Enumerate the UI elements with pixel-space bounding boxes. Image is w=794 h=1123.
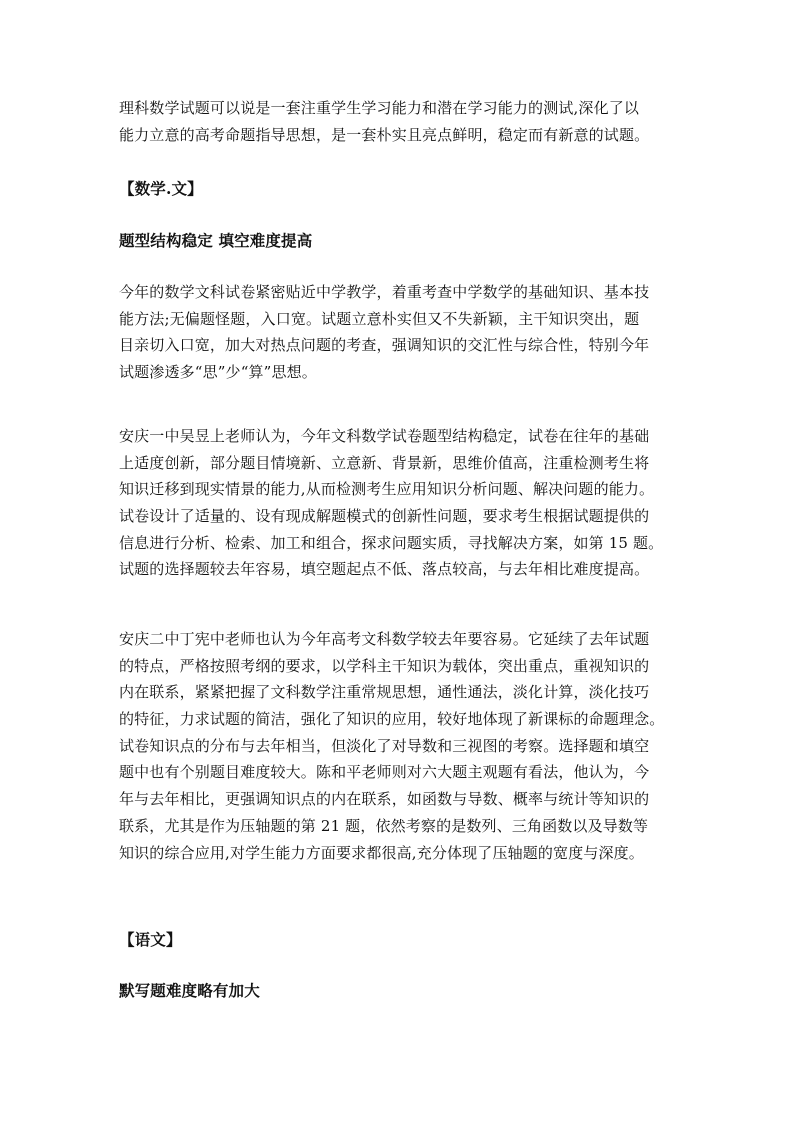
paragraph-math-overview: [119, 279, 699, 386]
text-line: 信息进行分析、检索、加工和组合，探求问题实质，寻找解决方案，如第 15 题。: [119, 533, 664, 552]
paragraph-anqing-no2: [119, 626, 699, 866]
text-line: 安庆一中吴昱上老师认为，今年文科数学试卷题型结构稳定，试卷在往年的基础: [119, 427, 650, 445]
subheading-title: 题型结构稳定 填空难度提高: [119, 231, 313, 250]
subheading-title: 默写题难度略有加大: [119, 981, 260, 1000]
subheading-chinese: [119, 978, 699, 1005]
subheading-math: [119, 228, 699, 255]
text-line: 题中也有个别题目难度较大。陈和平老师则对六大题主观题有看法，他认为，今: [119, 763, 650, 782]
text-line: 年与去年相比，更强调知识点的内在联系，如函数与导数、概率与统计等知识的: [119, 790, 650, 809]
text-line: 试题渗透多“思”少“算”思想。: [119, 363, 317, 382]
text-line: 联系，尤其是作为压轴题的第 21 题，依然考察的是数列、三角函数以及导数等: [119, 816, 649, 835]
paragraph-anqing-no1: [119, 423, 699, 583]
text-line: 的特征，力求试题的简洁，强化了知识的应用，较好地体现了新课标的命题理念。: [119, 710, 665, 729]
text-line: 的特点，严格按照考纲的要求，以学科主干知识为载体，突出重点，重视知识的: [119, 656, 650, 675]
text-line: 今年的数学文科试卷紧密贴近中学教学，着重考查中学数学的基础知识、基本技: [119, 283, 650, 301]
text-line: 安庆二中丁宪中老师也认为今年高考文科数学较去年要容易。它延续了去年试题: [119, 630, 650, 648]
section-title: 【语文】: [119, 930, 182, 949]
text-line: 能方法;无偏题怪题，入口宽。试题立意朴实但又不失新颖，主干知识突出，题: [119, 309, 640, 328]
paragraph-intro: [119, 95, 699, 148]
text-line: 内在联系，紧紧把握了文科数学注重常规思想，通性通法，淡化计算，淡化技巧: [119, 683, 650, 702]
section-title: 【数学.文】: [119, 179, 203, 198]
text-line: 理科数学试题可以说是一套注重学生学习能力和潜在学习能力的测试,深化了以: [119, 99, 640, 117]
text-line: 试卷知识点的分布与去年相当，但淡化了对导数和三视图的考察。选择题和填空: [119, 736, 650, 755]
text-line: 上适度创新，部分题目情境新、立意新、背景新，思维价值高，注重检测考生将: [119, 453, 650, 472]
text-line: 知识迁移到现实情景的能力,从而检测考生应用知识分析问题、解决问题的能力。: [119, 480, 655, 499]
text-line: 试题的选择题较去年容易，填空题起点不低、落点较高，与去年相比难度提高。: [119, 560, 650, 579]
text-line: 能力立意的高考命题指导思想，是一套朴实且亮点鲜明，稳定而有新意的试题。: [119, 125, 650, 144]
section-heading-chinese: [119, 927, 699, 954]
text-line: 知识的综合应用,对学生能力方面要求都很高,充分体现了压轴题的宽度与深度。: [119, 843, 644, 862]
text-line: 目亲切入口宽，加大对热点问题的考查，强调知识的交汇性与综合性，特别今年: [119, 336, 650, 355]
text-line: 试卷设计了适量的、设有现成解题模式的创新性问题，要求考生根据试题提供的: [119, 507, 650, 526]
section-heading-math: [119, 176, 699, 203]
